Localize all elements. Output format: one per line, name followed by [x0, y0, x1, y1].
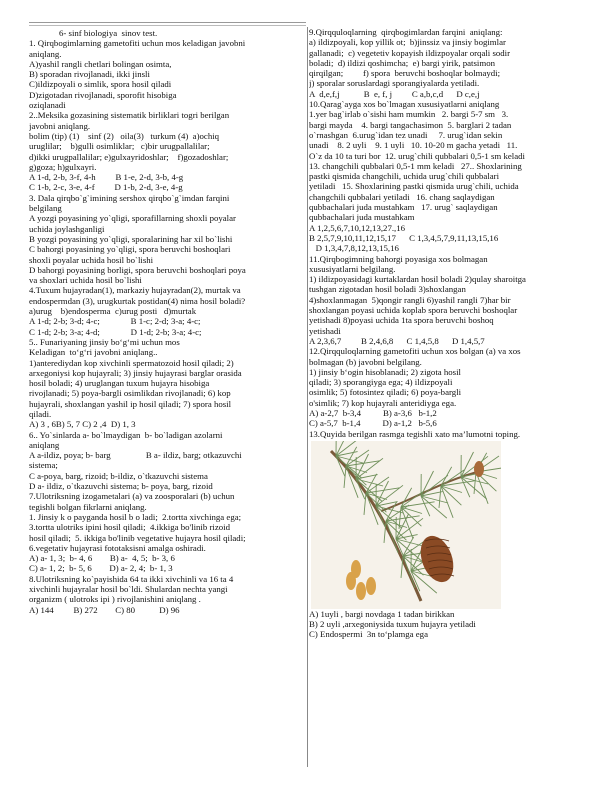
- text-line: 5.. Funariyaning jinsiy bo‘g‘mi uchun mos: [29, 336, 180, 347]
- text-line: j) sporalar soruslardagi sporangiyalarda yetiladi.: [309, 78, 480, 89]
- text-line: B) sporadan rivojlanadi, ikki jinsli: [29, 69, 150, 80]
- text-line: sistema;: [29, 460, 58, 471]
- male-cone: [366, 577, 376, 595]
- text-line: D)zigotadan rivojlanadi, sporofit hisobiga: [29, 89, 177, 100]
- text-line: xivchinli hujayralar hosil bo`ldi. Shulardan nechta yangi: [29, 584, 228, 595]
- text-line: O`z da 10 ta turi bor 12. urug`chili qubbalari 0,5-1 sm keladi: [309, 150, 525, 161]
- text-line: 13.Quyida berilgan rasmga tegishli xato ma’lumotni toping.: [309, 428, 521, 439]
- text-line: 6.vegetativ hujayrasi fototaksisni amalga oshiradi.: [29, 542, 206, 553]
- text-line: arxegoniysi kop hujayrali; 3) jinsiy hujayrasi barglar orasida: [29, 367, 242, 378]
- text-line: o`rnashgan 6.urug`idan tez unadi 7. urug`idan sekin: [309, 129, 503, 140]
- pine-needle: [439, 486, 441, 508]
- question-13-options: [309, 609, 589, 640]
- text-line: 3. Dala qirqbo`g`imining sershox qirqbo`g`imdan farqini: [29, 192, 230, 203]
- text-line: qiladi.: [29, 408, 52, 419]
- text-line: organizm ( ulotroks ipi ) rivojlanishini aniqlang .: [29, 594, 201, 605]
- text-line: A)yashil rangli chetlari bolingan osimta,: [29, 58, 172, 69]
- pine-needle: [364, 493, 366, 515]
- text-line: rivojlanadi; 5) poya-bargli osimlikdan rivojlanadi; 6) kop: [29, 388, 231, 399]
- text-line: A d,e,f,j B e, f, j C a,b,c,d D c,e,j: [309, 88, 480, 99]
- text-line: A 1,2,5,6,7,10,12,13,27.,16: [309, 222, 406, 233]
- text-line: D a- ildiz, o`tkazuvchi sistema; b- poya, barg, rizoid: [29, 481, 213, 492]
- text-line: A) a-2,7 b-3,4 B) a-3,6 b-1,2: [309, 407, 437, 418]
- text-line: endospermdan (3), urugkurtak postidan(4) nima hosil boladi?: [29, 295, 246, 306]
- text-line: 8.Ulotriksning ko`payishida 64 ta ikki xivchinli va 16 ta 4: [29, 573, 234, 584]
- text-line: uruglilar; b)gulli osimliklar; c)bir urugpallalilar;: [29, 141, 210, 152]
- text-line: A yozgi poyasining yo`qligi, sporafillarning shoxli poyalar: [29, 213, 236, 224]
- text-line: shoxlangan poyasi uchida koplab spora beruvchi boshoqlar: [309, 305, 518, 316]
- text-line: 10.Qarag`ayga xos bo`lmagan xususiyatlarni aniqlang: [309, 99, 500, 110]
- main-stem: [331, 451, 421, 601]
- text-line: unadi 8. 2 uyli 9. 1 uyli 10. 10-20 m gacha yetadi 11.: [309, 140, 518, 151]
- text-line: C a-poya, barg, rizoid; b-ildiz, o`tkazuvchi sistema: [29, 470, 208, 481]
- text-line: D 1,3,4,7,8,12,13,15,16: [309, 243, 399, 254]
- text-line: A) 3 , 6B) 5, 7 C) 2 ,4 D) 1, 3: [29, 419, 136, 430]
- text-line: 1)anterediydan kop xivchinli spermatozoid hosil qiladi; 2): [29, 357, 234, 368]
- left-question-block: [29, 38, 307, 615]
- text-line: 9.Qirqquloqlarning qirqbogimlardan farqini aniqlang:: [309, 27, 503, 37]
- text-line: hujayrali, shoxlangan yashil ip hosil qiladi; 7) spora hosil: [29, 398, 232, 409]
- text-line: 4.Tuxum hujayradan(1), markaziy hujayradan(2), murtak va: [29, 285, 241, 296]
- text-line: qiladi; 3) sporangiyga ega; 4) ildizpoyali: [309, 377, 453, 388]
- text-line: tushgan zigotadan hosil boladi 3)shoxlangan: [309, 284, 466, 295]
- pine-needle: [401, 488, 412, 507]
- text-line: osimlik; 5) fotosintez qiladi; 6) poya-bargli: [309, 387, 462, 398]
- text-line: A) 144 B) 272 C) 80 D) 96: [29, 604, 180, 615]
- pine-needle: [421, 471, 434, 496]
- text-line: 2..Meksika gozasining sistematik birliklari togri berilgan: [29, 110, 230, 121]
- pine-needle: [421, 496, 430, 516]
- text-line: d)ikki urugpallalilar; e)gulxayridoshlar; f)gozadoshlar;: [29, 151, 229, 162]
- text-line: C 1-b, 2-c, 3-e, 4-f D 1-b, 2-d, 3-e, 4-g: [29, 182, 183, 193]
- text-line: hosil qiladi; 5. ikkiga bo'linib vegetative hujayra hosil qiladi;: [29, 532, 246, 543]
- answer-option: C) Endospermi 3n to‘plamga ega: [309, 629, 428, 640]
- text-line: pastki qismida changchili, uchida urug`chili qubbalari: [309, 171, 500, 182]
- pine-branch-illustration: [311, 441, 501, 609]
- text-line: A 1-d, 2-b, 3-f, 4-h B 1-e, 2-d, 3-b, 4-g: [29, 172, 184, 183]
- text-line: yetishadi: [309, 325, 341, 336]
- female-cone: [415, 531, 460, 586]
- pine-needle: [346, 447, 357, 466]
- text-line: va shoxlari uchida hosil bo`lishi: [29, 275, 142, 286]
- text-line: Keladigan to‘g‘ri javobni aniqlang..: [29, 347, 158, 358]
- left-column: [29, 28, 307, 615]
- text-line: A a-ildiz, poya; b- barg B a- ildiz, barg; otkazuvchi: [29, 450, 242, 461]
- text-line: 6.. Yo`sinlarda a- bo`lmaydigan b- bo`ladigan azolarni: [29, 429, 223, 440]
- text-line: qubbachalari juda mustahkam 17. urug` saqlaydigan: [309, 202, 498, 213]
- text-line: 11.Qirqbogimning bahorgi poyasiga xos bolmagan: [309, 253, 488, 264]
- text-line: 12.Qirqquloqlarning gametofiti uchun xos bolgan (a) va xos: [309, 346, 521, 357]
- text-line: 1.yer bag`irlab o`sishi ham mumkin 2. bargi 5-7 sm 3.: [309, 109, 509, 120]
- text-line: C bahorgi poyasining yo`qligi, spora beruvchi boshoqlari: [29, 244, 231, 255]
- text-line: uchida joylashganligi: [29, 223, 105, 234]
- text-line: 1. Qirqbogimlarning gametofiti uchun mos keladigan javobni: [29, 38, 246, 49]
- pine-needle: [401, 491, 424, 507]
- text-line: B yozgi poyasining yo`qligi, sporalarining har xil bo`lishi: [29, 233, 233, 244]
- text-line: bolim (tip) (1) sinf (2) oila(3) turkum (4) a)ochiq: [29, 130, 220, 141]
- text-line: aniqlang: [29, 439, 60, 450]
- pine-needle: [461, 477, 470, 497]
- text-line: changchili qubbalari yetiladi 16. chang saqlaydigan: [309, 191, 495, 202]
- answer-option: A) 1uyli , bargi novdaga 1 tadan birikkan: [309, 608, 455, 619]
- text-line: 3.tortta ulotriks ipini hosil qiladi; 4.ikkiga bo'linib rizoid: [29, 522, 230, 533]
- text-line: 13. changchili qubbalari 0,5-1 mm keladi 27.. Shoxlarining: [309, 160, 522, 171]
- text-line: boladi; d) ildizi qoshimcha; e) bargi yirik, patsimon: [309, 57, 496, 68]
- text-line: qirqilgan; f) spora beruvchi boshoqlar bolmaydi;: [309, 68, 501, 79]
- pine-needle: [396, 514, 409, 539]
- text-line: 1) jinsiy b‘ogin hisoblanadi; 2) zigota hosil: [309, 366, 461, 377]
- text-line: o'simlik; 7) kop hujayrali anteridiyga ega.: [309, 397, 457, 408]
- text-line: yetishadi 8)poyasi uchida 1ta spora beruvchi boshoq: [309, 315, 494, 326]
- text-line: bargi mayda 4. bargi tangachasimon 5. barglari 2 tadan: [309, 119, 512, 130]
- male-cone: [356, 582, 366, 600]
- text-line: A) a- 1, 3; b- 4, 6 B) a- 4, 5; b- 3, 6: [29, 553, 175, 564]
- text-line: shoxli poyalar uchida hosil bo`lishi: [29, 254, 154, 265]
- text-line: 7.Ulotriksning izogametalari (a) va zoosporalari (b) uchun: [29, 491, 235, 502]
- text-line: 4)shoxlanmagan 5)qongir rangli 6)yashil rangli 7)har bir: [309, 294, 511, 305]
- text-line: xususiyatlarni belgilang.: [309, 263, 396, 274]
- text-line: 1. Jinsiy k o payganda hosil b o ladi; 2.tortta xivchinga ega;: [29, 511, 242, 522]
- right-question-block: [309, 27, 589, 439]
- text-line: oziqlanadi: [29, 100, 66, 111]
- text-line: a)urug b)endosperma c)urug posti d)murtak: [29, 306, 197, 317]
- text-line: a) ildizpoyali, kop yillik ot; b)jinssiz va jinsiy bogimlar: [309, 37, 506, 48]
- pine-needle: [366, 477, 389, 493]
- text-line: A 2,3,6,7 B 2,4,6,8 C 1,4,5,8 D 1,4,5,7: [309, 335, 485, 346]
- text-line: A 1-d; 2-b; 3-d; 4-c; B 1-c; 2-d; 3-a; 4-c;: [29, 316, 201, 327]
- text-line: C) a-5,7 b-1,4 D) a-1,2 b-5,6: [309, 418, 437, 429]
- text-line: qubbachalari juda mustahkam: [309, 212, 415, 223]
- text-line: 1) ildizpoyasidagi kurtaklardan hosil boladi 2)qulay sharoitga: [309, 274, 526, 285]
- text-line: g)goza; h)gulxayri.: [29, 161, 97, 172]
- text-line: hosil boladi; 4) uruglangan tuxum hujayra hisobiga: [29, 378, 210, 389]
- text-line: tegishli bolgan fikrlarni aniqlang.: [29, 501, 147, 512]
- text-line: C) a- 1, 2; b- 5, 6 D) a- 2, 4; b- 1, 3: [29, 563, 173, 574]
- text-line: C)ildizpoyali o simlik, spora hosil qiladi: [29, 79, 172, 90]
- pine-needle: [401, 502, 435, 507]
- male-cone: [351, 560, 361, 578]
- pine-needle: [346, 450, 369, 466]
- test-title: 6- sinf biologiya sinov test.: [59, 28, 158, 38]
- text-line: C 1-d; 2-b; 3-a; 4-d; D 1-d; 2-b; 3-a; 4-c;: [29, 326, 202, 337]
- column-divider: [307, 27, 308, 767]
- header-rule: [29, 22, 306, 23]
- text-line: bolmagan (b) javobni belgilang.: [309, 356, 422, 367]
- text-line: aniqlang.: [29, 48, 62, 59]
- text-line: D bahorgi poyasining borligi, spora beruvchi boshoqlari poya: [29, 264, 246, 275]
- pine-needle: [386, 502, 397, 521]
- text-line: B 2,5,7,9,10,11,12,15,17 C 1,3,4,5,7,9,11,13,15,16: [309, 232, 499, 243]
- pine-needle: [474, 472, 476, 494]
- pine-needle: [344, 466, 346, 488]
- young-cone: [474, 461, 484, 477]
- text-line: belgilang: [29, 203, 62, 214]
- text-line: gallanadi; c) vegetetiv kopayish ildizpoyalar orqali sodir: [309, 47, 511, 58]
- pine-branch-drawing: [311, 441, 501, 609]
- header-rule-secondary: [29, 25, 306, 26]
- answer-option: B) 2 uyli ,arxegoniysida tuxum hujayra yetiladi: [309, 619, 476, 630]
- right-column: [309, 27, 589, 640]
- text-line: javobni aniqlang.: [29, 120, 91, 131]
- text-line: yetiladi 15. Shoxlarining pastki qismida urug`chili, uchida: [309, 181, 519, 192]
